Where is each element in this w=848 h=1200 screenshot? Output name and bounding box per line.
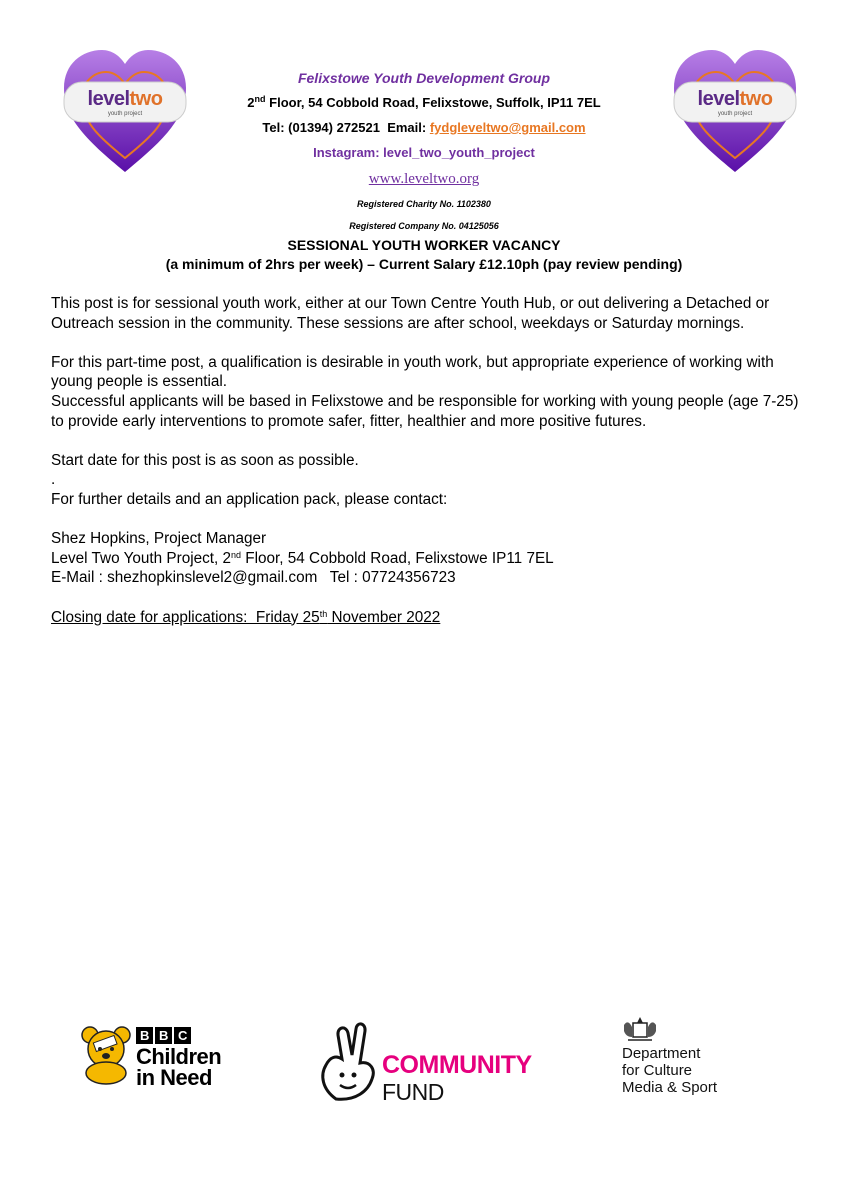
vacancy-subtitle: (a minimum of 2hrs per week) – Current Salary £12.10ph (pay review pending) xyxy=(165,256,683,272)
paragraph-start-date: Start date for this post is as soon as possible. xyxy=(51,451,359,469)
logo-subtext: youth project xyxy=(107,111,143,117)
stray-dot: . xyxy=(51,471,56,489)
logo-wordmark: leveltwo xyxy=(697,88,773,110)
letterhead xyxy=(200,66,648,237)
contact-address: Level Two Youth Project, 2nd Floor, 54 Cobbold Road, Felixstowe IP11 7EL xyxy=(51,549,554,567)
paragraph-qualification: For this part-time post, a qualification is desirable in youth work, but appropriate experience of working with young people is essential. xyxy=(51,353,774,391)
sponsor-logos xyxy=(0,1005,848,1115)
paragraph-further-details: For further details and an application pack, please contact: xyxy=(51,490,448,508)
community-word: COMMUNITY xyxy=(382,1051,532,1079)
vacancy-title: SESSIONAL YOUTH WORKER VACANCY xyxy=(287,237,561,253)
organisation-name: Felixstowe Youth Development Group xyxy=(297,70,551,86)
bbc-blocks: B B C xyxy=(136,1027,221,1044)
level-two-logo-right xyxy=(670,48,800,176)
paragraph-responsibilities: Successful applicants will be based in Felixstowe and be responsible for working with young people (age 7-25) to provide early interventions to promote safer, fitter, healthier and more positive futures. xyxy=(51,392,799,430)
closing-date: Closing date for applications: Friday 25th November 2022 xyxy=(51,608,441,626)
dcms-logo xyxy=(614,1015,764,1110)
email-link[interactable]: fydgleveltwo@gmail.com xyxy=(429,120,586,135)
fund-word: FUND xyxy=(382,1079,444,1105)
logo-subtext: youth project xyxy=(717,111,753,117)
instagram-handle: Instagram: level_two_youth_project xyxy=(313,145,535,160)
logo-wordmark: leveltwo xyxy=(87,88,163,110)
contact-line: Tel: (01394) 272521 Email: fydgleveltwo@gmail.com xyxy=(262,120,586,135)
charity-number: Registered Charity No. 1102380 xyxy=(357,199,491,209)
royal-crest-icon xyxy=(620,1015,660,1043)
dcms-line3: Media & Sport xyxy=(622,1079,718,1096)
cin-line2: in Need xyxy=(136,1065,212,1090)
children-in-need-logo xyxy=(80,1025,260,1105)
dcms-line2: for Culture xyxy=(622,1062,693,1079)
company-number: Registered Company No. 04125056 xyxy=(349,221,499,231)
community-fund-logo xyxy=(316,1015,556,1110)
contact-email-tel: E-Mail : shezhopkinslevel2@gmail.com Tel : 07724356723 xyxy=(51,569,456,587)
paragraph-post-description: This post is for sessional youth work, either at our Town Centre Youth Hub, or out delivering a Detached or Outreach session in the community. These sessions are after school, weekdays or Saturday mornings. xyxy=(51,295,770,332)
vacancy-heading xyxy=(0,236,848,274)
dcms-line1: Department xyxy=(622,1045,701,1062)
organisation-address: 2nd Floor, 54 Cobbold Road, Felixstowe, Suffolk, IP11 7EL xyxy=(247,94,601,110)
website-link[interactable]: www.leveltwo.org xyxy=(368,171,480,187)
cin-line1: Children xyxy=(136,1044,222,1069)
contact-name: Shez Hopkins, Project Manager xyxy=(51,530,267,548)
vacancy-body xyxy=(51,294,811,627)
crossed-fingers-icon xyxy=(316,1015,380,1105)
level-two-logo-left xyxy=(60,48,190,176)
pudsey-bear-icon xyxy=(80,1025,132,1085)
